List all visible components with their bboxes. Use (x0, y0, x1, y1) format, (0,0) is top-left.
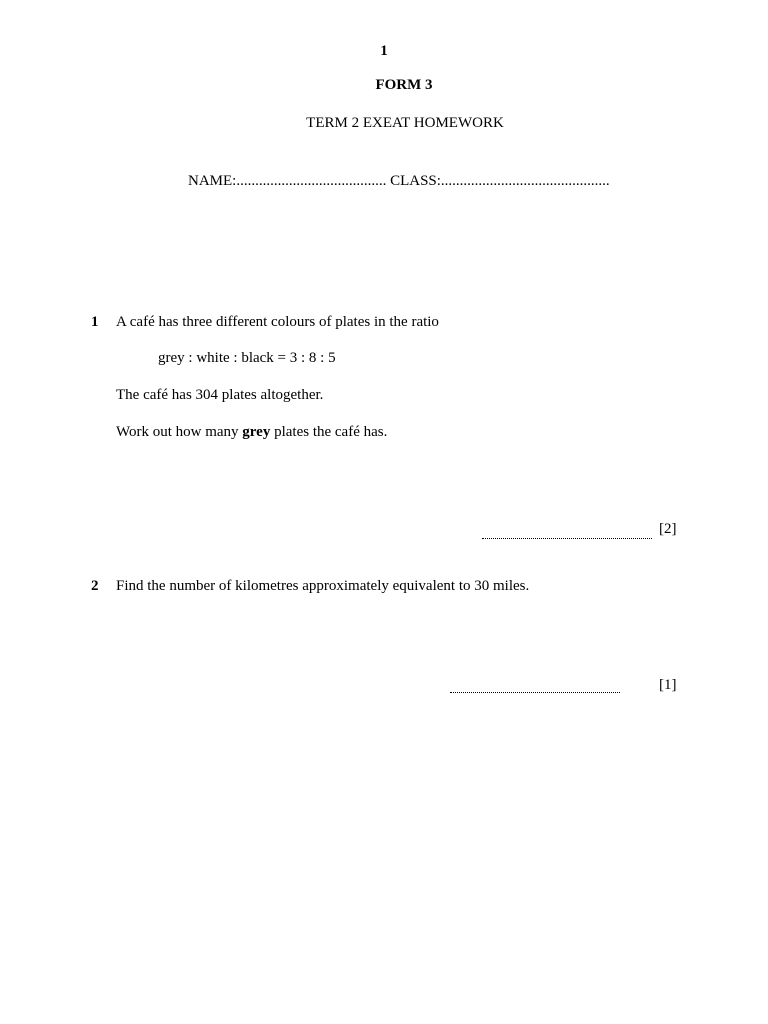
question-instruction (116, 424, 387, 441)
question-text: Find the number of kilometres approximately equivalent to 30 miles. (116, 578, 530, 594)
question-number: 1 (91, 314, 99, 330)
ratio-statement: grey : white : black = 3 : 8 : 5 (158, 350, 336, 366)
page-number: 1 (380, 43, 388, 59)
marks-label: [2] (659, 521, 677, 537)
instruction-bold: grey (242, 424, 271, 440)
answer-line[interactable] (450, 692, 620, 693)
total-statement: The café has 304 plates altogether. (116, 387, 324, 403)
form-title: FORM 3 (375, 77, 433, 93)
question-number: 2 (91, 578, 99, 594)
instruction-pre: Work out how many (116, 424, 243, 440)
instruction-post: plates the café has. (270, 424, 388, 440)
name-class-field: NAME:........................................ CLASS:............................................. (188, 173, 610, 189)
marks-label: [1] (659, 677, 677, 693)
question-text: A café has three different colours of plates in the ratio (116, 314, 439, 330)
homework-title: TERM 2 EXEAT HOMEWORK (306, 115, 504, 131)
answer-line[interactable] (482, 538, 652, 539)
